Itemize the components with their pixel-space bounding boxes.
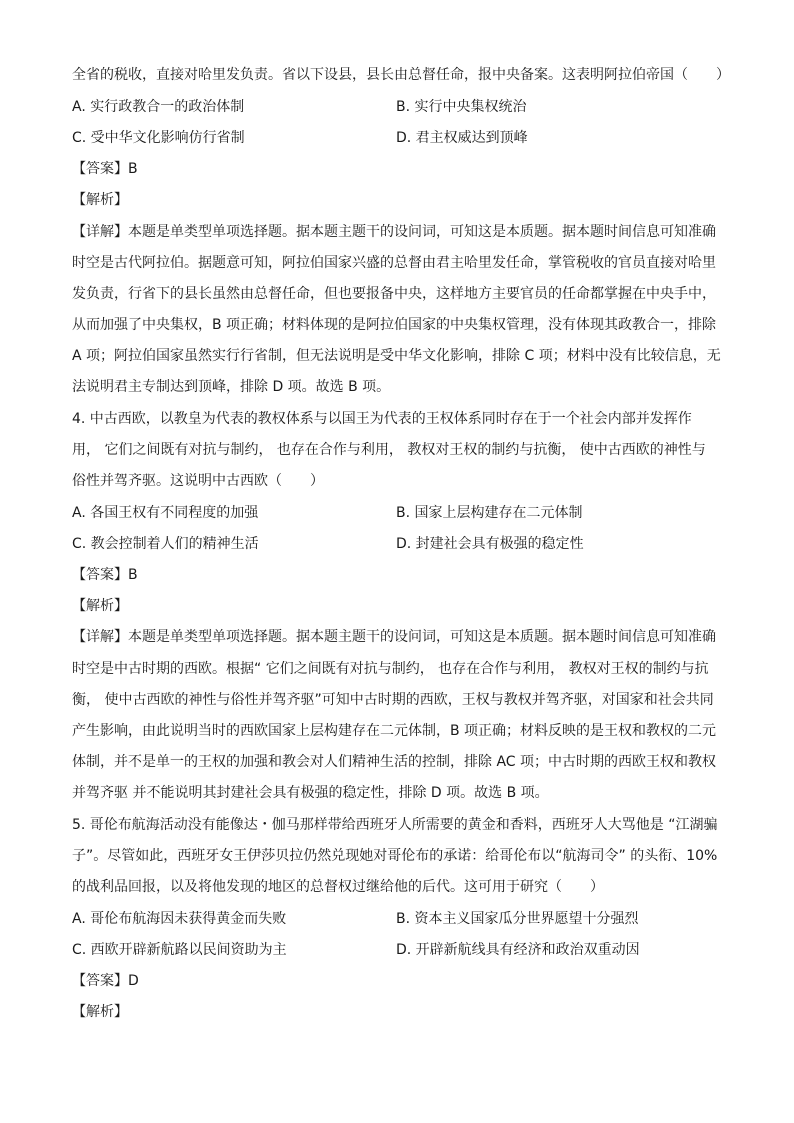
- q4-stem-line: 俗性并驾齐驱。这说明中古西欧（ ）: [72, 473, 324, 489]
- q4-detail-line: 衡， 使中古西欧的神性与俗性并驾齐驱”可知中古时期的西欧，王权与教权并驾齐驱，对国家和社会共同: [72, 692, 714, 708]
- q4-detail-line: 并驾齐驱 并不能说明其封建社会具有极强的稳定性，排除 D 项。故选 B 项。: [72, 785, 549, 801]
- q4-option-d: D. 封建社会具有极强的稳定性: [396, 536, 584, 552]
- q5-stem-line: 的战利品回报，以及将他发现的地区的总督权过继给他的后代。这可用于研究（ ）: [72, 879, 604, 895]
- q4-analysis-label: 【解析】: [72, 598, 128, 614]
- q4-detail-line: 体制，并不是单一的王权的加强和教会对人们精神生活的控制，排除 AC 项；中古时期的西欧王权和教权: [72, 754, 717, 770]
- q5-option-b: B. 资本主义国家瓜分世界愿望十分强烈: [396, 911, 639, 927]
- q5-answer: 【答案】D: [72, 973, 139, 989]
- q3-option-a: A. 实行政教合一的政治体制: [72, 99, 245, 115]
- q5-option-c: C. 西欧开辟新航路以民间资助为主: [72, 942, 287, 958]
- q4-option-c: C. 教会控制着人们的精神生活: [72, 536, 259, 552]
- q3-detail-line: 发负责，行省下的县长虽然由总督任命，但也要报备中央，这样地方主要官员的任命都掌握在中央手中，: [72, 286, 716, 302]
- q3-detail-line: A 项；阿拉伯国家虽然实行行省制，但无法说明是受中华文化影响，排除 C 项；材料中没有比较信息，无: [72, 348, 721, 364]
- q4-stem-line: 用， 它们之间既有对抗与制约， 也存在合作与利用， 教权对王权的制约与抗衡， 使中古西欧的神性与: [72, 442, 706, 458]
- q5-option-a: A. 哥伦布航海因未获得黄金而失败: [72, 911, 287, 927]
- q4-answer: 【答案】B: [72, 567, 138, 583]
- q5-stem-line: 子”。尽管如此，西班牙女王伊莎贝拉仍然兑现她对哥伦布的承诺：给哥伦布以“航海司令” 的头衔、10%: [72, 848, 718, 864]
- q5-analysis-label: 【解析】: [72, 1004, 128, 1020]
- q5-option-d: D. 开辟新航线具有经济和政治双重动因: [396, 942, 640, 958]
- q3-option-b: B. 实行中央集权统治: [396, 99, 527, 115]
- q4-stem-line: 4. 中古西欧，以教皇为代表的教权体系与以国王为代表的王权体系同时存在于一个社会内部并发挥作: [72, 411, 692, 427]
- q4-option-a: A. 各国王权有不同程度的加强: [72, 505, 259, 521]
- q3-stem-end: 全省的税收，直接对哈里发负责。省以下设县，县长由总督任命，报中央备案。这表明阿拉伯帝国（ ）: [72, 67, 730, 83]
- q3-detail-line: 从而加强了中央集权，B 项正确；材料体现的是阿拉伯国家的中央集权管理，没有体现其政教合一，排除: [72, 317, 717, 333]
- q4-detail-line: 【详解】本题是单类型单项选择题。据本题主题干的设问词，可知这是本质题。据本题时间信息可知准确: [72, 629, 716, 645]
- q3-detail-line: 法说明君主专制达到顶峰，排除 D 项。故选 B 项。: [72, 379, 391, 395]
- q3-option-c: C. 受中华文化影响仿行省制: [72, 130, 245, 146]
- q3-answer: 【答案】B: [72, 161, 138, 177]
- q3-option-d: D. 君主权威达到顶峰: [396, 130, 528, 146]
- q5-stem-line: 5. 哥伦布航海活动没有能像达・伽马那样带给西班牙人所需要的黄金和香料，西班牙人大骂他是 “江湖骗: [72, 817, 718, 833]
- q4-detail-line: 产生影响，由此说明当时的西欧国家上层构建存在二元体制，B 项正确；材料反映的是王权和教权的二元: [72, 723, 717, 739]
- q3-detail-line: 【详解】本题是单类型单项选择题。据本题主题干的设问词，可知这是本质题。据本题时间信息可知准确: [72, 224, 716, 240]
- q3-detail-line: 时空是古代阿拉伯。据题意可知，阿拉伯国家兴盛的总督由君主哈里发任命，掌管税收的官员直接对哈里: [72, 255, 716, 271]
- q4-option-b: B. 国家上层构建存在二元体制: [396, 505, 583, 521]
- q4-detail-line: 时空是中古时期的西欧。根据“ 它们之间既有对抗与制约， 也存在合作与利用， 教权对王权的制约与抗: [72, 661, 709, 677]
- q3-analysis-label: 【解析】: [72, 192, 128, 208]
